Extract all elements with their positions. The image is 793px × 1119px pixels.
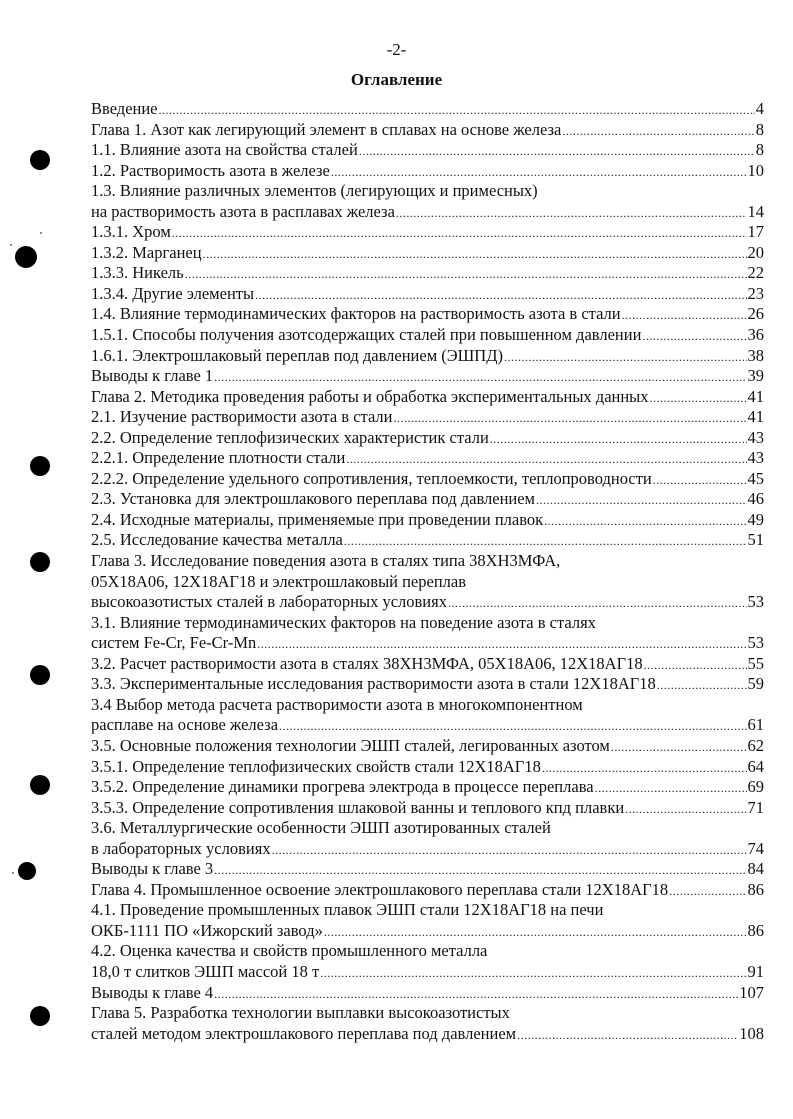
punch-hole-mark xyxy=(30,552,50,572)
toc-entry xyxy=(91,1003,764,1024)
toc-entry-title: 3.5. Основные положения технологии ЭШП сталей, легированных азотом xyxy=(91,735,610,755)
toc-leader-dots xyxy=(562,121,754,142)
toc-leader-dots xyxy=(490,429,747,450)
toc-leader-dots xyxy=(257,634,746,655)
toc-leader-dots xyxy=(214,984,738,1005)
toc-entry-page: 86 xyxy=(747,920,764,940)
toc-entry-page: 8 xyxy=(755,119,764,139)
toc-entry xyxy=(91,859,764,880)
toc-entry-title: 3.5.2. Определение динамики прогрева электрода в процессе переплава xyxy=(91,777,594,797)
toc-leader-dots xyxy=(393,408,746,429)
toc-entry xyxy=(91,366,764,387)
toc-entry-title: сталей методом электрошлакового переплава под давлением xyxy=(91,1023,517,1043)
toc-entry-title: 1.3.2. Марганец xyxy=(91,242,202,262)
toc-entry xyxy=(91,140,764,161)
toc-leader-dots xyxy=(185,264,747,285)
toc-entry-title: 1.5.1. Способы получения азотсодержащих сталей при повышенном давлении xyxy=(91,325,642,345)
punch-hole-mark xyxy=(30,150,50,170)
toc-entry-title: 3.6. Металлургические особенности ЭШП азотированных сталей xyxy=(91,818,551,838)
toc-entry-title: 2.2. Определение теплофизических характеристик стали xyxy=(91,427,489,447)
toc-entry-title: 1.3.3. Никель xyxy=(91,263,184,283)
toc-leader-dots xyxy=(622,305,747,326)
toc-entry-page: 107 xyxy=(739,982,764,1002)
toc-leader-dots xyxy=(611,737,747,758)
toc-entry-page: 41 xyxy=(747,386,764,406)
toc-entry xyxy=(91,510,764,531)
toc-entry-page: 22 xyxy=(747,263,764,283)
toc-leader-dots xyxy=(504,347,747,368)
toc-leader-dots xyxy=(625,799,746,820)
toc-leader-dots xyxy=(214,860,746,881)
scan-speck xyxy=(12,872,14,874)
toc-entry-title: ОКБ-1111 ПО «Ижорский завод» xyxy=(91,920,323,940)
toc-leader-dots xyxy=(544,511,746,532)
punch-hole-mark xyxy=(30,1006,50,1026)
toc-entry-title: 3.3. Экспериментальные исследования растворимости азота в стали 12Х18АГ18 xyxy=(91,674,656,694)
toc-entry-page: 10 xyxy=(747,160,764,180)
toc-entry-title: 1.2. Растворимость азота в железе xyxy=(91,160,330,180)
toc-leader-dots xyxy=(396,203,747,224)
toc-entry-page: 8 xyxy=(755,140,764,160)
toc-entry xyxy=(91,469,764,490)
toc-entry-title: 2.5. Исследование качества металла xyxy=(91,530,343,550)
toc-leader-dots xyxy=(279,716,746,737)
toc-entry-page: 53 xyxy=(747,592,764,612)
toc-leader-dots xyxy=(644,655,747,676)
toc-entry-title: Выводы к главе 4 xyxy=(91,982,214,1002)
toc-leader-dots xyxy=(159,100,755,121)
toc-entry-title: Глава 1. Азот как легирующий элемент в сплавах на основе железа xyxy=(91,119,562,139)
toc-entry-title: 2.2.2. Определение удельного сопротивления, теплоемкости, теплопроводности xyxy=(91,468,652,488)
toc-entry-title: Глава 4. Промышленное освоение электрошлакового переплава стали 12Х18АГ18 xyxy=(91,879,669,899)
toc-leader-dots xyxy=(359,141,755,162)
toc-entry-page: 55 xyxy=(747,653,764,673)
toc-entry-page: 39 xyxy=(747,366,764,386)
toc-leader-dots xyxy=(536,490,746,511)
toc-entry-page: 64 xyxy=(747,756,764,776)
toc-entry-title: 3.5.3. Определение сопротивления шлаковой ванны и теплового кпд плавки xyxy=(91,797,625,817)
toc-leader-dots xyxy=(517,1025,738,1046)
toc-entry-title: Выводы к главе 1 xyxy=(91,366,214,386)
punch-hole-mark xyxy=(30,456,50,476)
toc-entry-page: 26 xyxy=(747,304,764,324)
toc-entry-page: 84 xyxy=(747,859,764,879)
toc-entry xyxy=(91,900,764,921)
toc-leader-dots xyxy=(542,758,747,779)
toc-entry xyxy=(91,633,764,654)
toc-entry xyxy=(91,448,764,469)
toc-leader-dots xyxy=(642,326,746,347)
toc-entry-title: 1.1. Влияние азота на свойства сталей xyxy=(91,140,358,160)
toc-entry-page: 86 xyxy=(747,879,764,899)
toc-leader-dots xyxy=(324,922,747,943)
toc-entry-title: 1.3.1. Хром xyxy=(91,222,171,242)
toc-entry-page: 91 xyxy=(747,961,764,981)
table-of-contents xyxy=(91,99,764,1044)
toc-entry-title: Введение xyxy=(91,99,158,118)
toc-entry-title: 2.4. Исходные материалы, применяемые при проведении плавок xyxy=(91,509,544,529)
page-number: -2- xyxy=(386,40,407,59)
toc-entry-page: 43 xyxy=(747,427,764,447)
toc-entry-page: 38 xyxy=(747,345,764,365)
toc-entry-title: расплаве на основе железа xyxy=(91,715,279,735)
toc-leader-dots xyxy=(595,778,747,799)
scan-speck xyxy=(40,232,42,234)
toc-entry-page: 61 xyxy=(747,715,764,735)
toc-entry xyxy=(91,983,764,1004)
toc-entry xyxy=(91,161,764,182)
toc-entry xyxy=(91,921,764,942)
toc-entry xyxy=(91,674,764,695)
toc-entry xyxy=(91,1024,764,1045)
toc-entry xyxy=(91,263,764,284)
toc-entry-title: 2.1. Изучение растворимости азота в стали xyxy=(91,407,393,427)
toc-entry xyxy=(91,572,764,593)
toc-entry-page: 62 xyxy=(747,735,764,755)
toc-entry xyxy=(91,325,764,346)
punch-hole-mark xyxy=(15,246,37,268)
toc-leader-dots xyxy=(653,470,747,491)
toc-entry-title: 3.2. Расчет растворимости азота в сталях 38ХН3МФА, 05Х18А06, 12Х18АГ18 xyxy=(91,653,643,673)
toc-leader-dots xyxy=(650,388,747,409)
toc-entry xyxy=(91,222,764,243)
toc-entry-title: Глава 2. Методика проведения работы и обработка экспериментальных данных xyxy=(91,386,649,406)
punch-hole-mark xyxy=(30,775,50,795)
toc-entry xyxy=(91,284,764,305)
toc-entry-title: систем Fe-Cr, Fe-Cr-Mn xyxy=(91,633,257,653)
toc-entry xyxy=(91,489,764,510)
toc-entry xyxy=(91,654,764,675)
toc-entry-page: 49 xyxy=(747,509,764,529)
toc-entry-title: в лабораторных условиях xyxy=(91,838,271,858)
toc-entry-page: 14 xyxy=(747,201,764,221)
toc-entry xyxy=(91,613,764,634)
toc-entry-page: 69 xyxy=(747,777,764,797)
toc-entry xyxy=(91,428,764,449)
toc-entry-page: 17 xyxy=(747,222,764,242)
toc-leader-dots xyxy=(172,223,747,244)
toc-entry xyxy=(91,99,764,120)
toc-entry-page: 53 xyxy=(747,633,764,653)
scan-speck xyxy=(10,244,12,246)
toc-entry-page: 45 xyxy=(747,468,764,488)
toc-title: Оглавление xyxy=(350,70,443,89)
toc-leader-dots xyxy=(448,593,747,614)
toc-entry-title: высокоазотистых сталей в лабораторных условиях xyxy=(91,592,447,612)
toc-entry-page: 74 xyxy=(747,838,764,858)
toc-entry xyxy=(91,818,764,839)
toc-entry xyxy=(91,120,764,141)
toc-entry-title: Выводы к главе 3 xyxy=(91,859,214,879)
toc-entry xyxy=(91,798,764,819)
toc-entry-title: 3.5.1. Определение теплофизических свойств стали 12Х18АГ18 xyxy=(91,756,541,776)
toc-entry-title: 3.4 Выбор метода расчета растворимости азота в многокомпонентном xyxy=(91,694,583,714)
toc-entry-page: 41 xyxy=(747,407,764,427)
toc-entry xyxy=(91,880,764,901)
toc-entry-page: 51 xyxy=(747,530,764,550)
toc-entry xyxy=(91,777,764,798)
toc-entry-page: 43 xyxy=(747,448,764,468)
toc-entry-title: 3.1. Влияние термодинамических факторов на поведение азота в сталях xyxy=(91,612,596,632)
toc-entry-page: 36 xyxy=(747,325,764,345)
toc-entry-page: 23 xyxy=(747,283,764,303)
toc-entry xyxy=(91,736,764,757)
toc-entry-title: 4.2. Оценка качества и свойств промышленного металла xyxy=(91,941,488,961)
toc-leader-dots xyxy=(320,963,746,984)
toc-entry-title: 1.6.1. Электрошлаковый переплав под давлением (ЭШПД) xyxy=(91,345,503,365)
toc-entry-title: 1.4. Влияние термодинамических факторов на растворимость азота в стали xyxy=(91,304,621,324)
toc-leader-dots xyxy=(344,531,747,552)
toc-entry-page: 20 xyxy=(747,242,764,262)
toc-entry xyxy=(91,530,764,551)
toc-entry-title: 2.3. Установка для электрошлакового переплава под давлением xyxy=(91,489,536,509)
toc-entry xyxy=(91,592,764,613)
toc-entry-page: 71 xyxy=(747,797,764,817)
toc-entry xyxy=(91,757,764,778)
toc-entry-title: на растворимость азота в расплавах железа xyxy=(91,201,395,221)
toc-entry-page: 108 xyxy=(739,1023,764,1043)
toc-entry xyxy=(91,387,764,408)
toc-entry-title: 1.3.4. Другие элементы xyxy=(91,283,255,303)
toc-entry xyxy=(91,181,764,202)
toc-leader-dots xyxy=(657,675,747,696)
punch-hole-mark xyxy=(18,862,36,880)
toc-entry xyxy=(91,839,764,860)
toc-entry-title: 18,0 т слитков ЭШП массой 18 т xyxy=(91,961,320,981)
toc-entry-page: 59 xyxy=(747,674,764,694)
toc-leader-dots xyxy=(203,244,747,265)
toc-entry-title: 2.2.1. Определение плотности стали xyxy=(91,448,346,468)
punch-hole-mark xyxy=(30,665,50,685)
toc-leader-dots xyxy=(669,881,746,902)
toc-entry-title: 05Х18А06, 12Х18АГ18 и электрошлаковый переплав xyxy=(91,571,467,591)
toc-leader-dots xyxy=(272,840,747,861)
toc-entry xyxy=(91,551,764,572)
toc-entry xyxy=(91,407,764,428)
toc-entry xyxy=(91,962,764,983)
toc-leader-dots xyxy=(214,367,746,388)
toc-entry-title: 4.1. Проведение промышленных плавок ЭШП стали 12Х18АГ18 на печи xyxy=(91,900,604,920)
toc-entry xyxy=(91,941,764,962)
toc-leader-dots xyxy=(331,162,747,183)
toc-entry xyxy=(91,346,764,367)
toc-leader-dots xyxy=(255,285,746,306)
toc-entry xyxy=(91,304,764,325)
toc-entry xyxy=(91,695,764,716)
toc-entry-title: Глава 3. Исследование поведения азота в сталях типа 38ХН3МФА, xyxy=(91,551,561,571)
toc-entry-title: Глава 5. Разработка технологии выплавки высокоазотистых xyxy=(91,1003,510,1023)
toc-entry xyxy=(91,202,764,223)
toc-entry-page: 4 xyxy=(755,99,764,118)
toc-entry xyxy=(91,243,764,264)
toc-entry-title: 1.3. Влияние различных элементов (легирующих и примесных) xyxy=(91,181,538,201)
toc-entry xyxy=(91,715,764,736)
toc-leader-dots xyxy=(346,449,746,470)
toc-entry-page: 46 xyxy=(747,489,764,509)
